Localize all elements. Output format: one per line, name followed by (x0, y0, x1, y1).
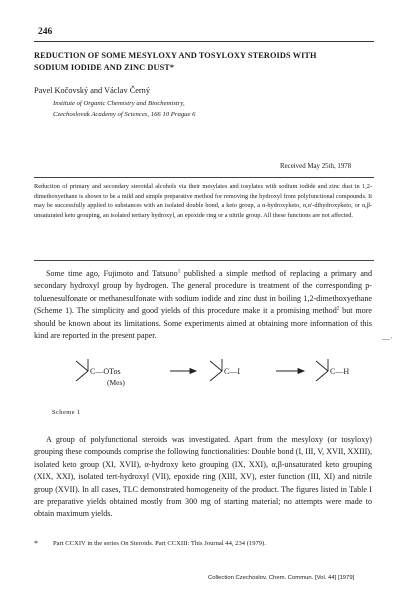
header-rule (34, 41, 374, 42)
margin-mark: —· (382, 334, 393, 343)
journal-footer: Collection Czechoslov. Chem. Commun. [Vol. 44] [1979] (208, 575, 355, 581)
intermediate-structure (210, 359, 222, 381)
article-title (34, 50, 364, 74)
results-paragraph (34, 434, 372, 521)
intro-text-b: published a simple method of replacing a primary and secondary hydroxyl group by hydrogen. The general procedure is treatment of the corresponding p-toluenesulfonate or methanesulfonate with sodium iodide and zinc dust in boiling 1,2-dimethoxyethane (Scheme 1). The simplicity and good yields of this procedure make it a promising method (34, 269, 373, 316)
page-number: 246 (38, 27, 53, 37)
scheme-label: Scheme 1 (52, 409, 81, 416)
affiliation-line-2: Czechoslovak Academy of Sciences, 166 10 Prague 6 (53, 110, 196, 118)
product-group: C—H (330, 367, 350, 376)
footnote-marker: * (34, 539, 38, 548)
product-structure (316, 359, 328, 381)
reactant-alt-group: (Mes) (107, 378, 125, 387)
results-text: A group of polyfunctional steroids was investigated. Apart from the mesyloxy (or tosyloxy) grouping these compounds comprise the following functionalities: Double bond (I, III, V, XVII, XXIII), isolated keto group (XI, XVII), α-hydroxy keto grouping (IX, XXI), α,β-unsaturated keto grouping (XIX, XXI), isolated tert-hydroxyl (VII), epoxide ring (XIII, XV), ester function (III, XI) and nitrile group (XVII). In all cases, TLC demonstrated homogeneity of the product. The figures listed in Table I are preparative yields obtained mostly from 300 mg of starting material; no attempts were made to obtain maximum yields. (34, 435, 372, 519)
authors: Pavel Kočovský and Václav Černý (34, 86, 150, 95)
reaction-arrow-2 (276, 369, 304, 374)
reaction-scheme (34, 347, 374, 407)
reference-1: 1 (177, 269, 181, 275)
footnote: Part CCXIV in the series On Steroids. Part CCXIII: This Journal 44, 234 (1979). (53, 540, 266, 547)
title-line-2: SODIUM IODIDE AND ZINC DUST* (34, 63, 175, 72)
abstract-bottom-rule (34, 260, 374, 261)
abstract-top-rule (34, 177, 374, 178)
reactant-group: C—OTos (90, 367, 121, 376)
received-date: Received May 25th, 1978 (280, 163, 352, 170)
reaction-arrow-1 (170, 369, 196, 374)
reference-2: 2 (336, 306, 340, 312)
intro-text-a: Some time ago, Fujimoto and Tatsuno (46, 269, 178, 278)
affiliation-line-1: Institute of Organic Chemistry and Biochemistry, (53, 100, 185, 107)
affiliation (53, 99, 196, 120)
title-line-1: REDUCTION OF SOME MESYLOXY AND TOSYLOXY STEROIDS WITH (34, 51, 317, 60)
abstract: Reduction of primary and secondary steroidal alcohols via their mesylates and tosylates with sodium iodide and zinc dust in 1,2-dimethoxyethane is shown to be a mild and simple preparative method for removing the hydroxyl from polyfunctional compounds. It may be successfully applied to substances with an isolated double bond, a keto group, a α-hydroxyketo, α,α′-dihydroxyketo, or α,β-unsaturated keto grouping, an isolated tertiary hydroxyl, an epoxide ring or a nitrile group. All these functions are not affected. (34, 183, 372, 220)
reactant-structure (76, 359, 88, 381)
intro-text-c: but more should be known about its limitations. Some experiments aimed at obtaining more information of this kind are reported in the present paper. (34, 306, 372, 341)
intermediate-group: C—I (224, 367, 240, 376)
intro-paragraph (34, 268, 372, 342)
